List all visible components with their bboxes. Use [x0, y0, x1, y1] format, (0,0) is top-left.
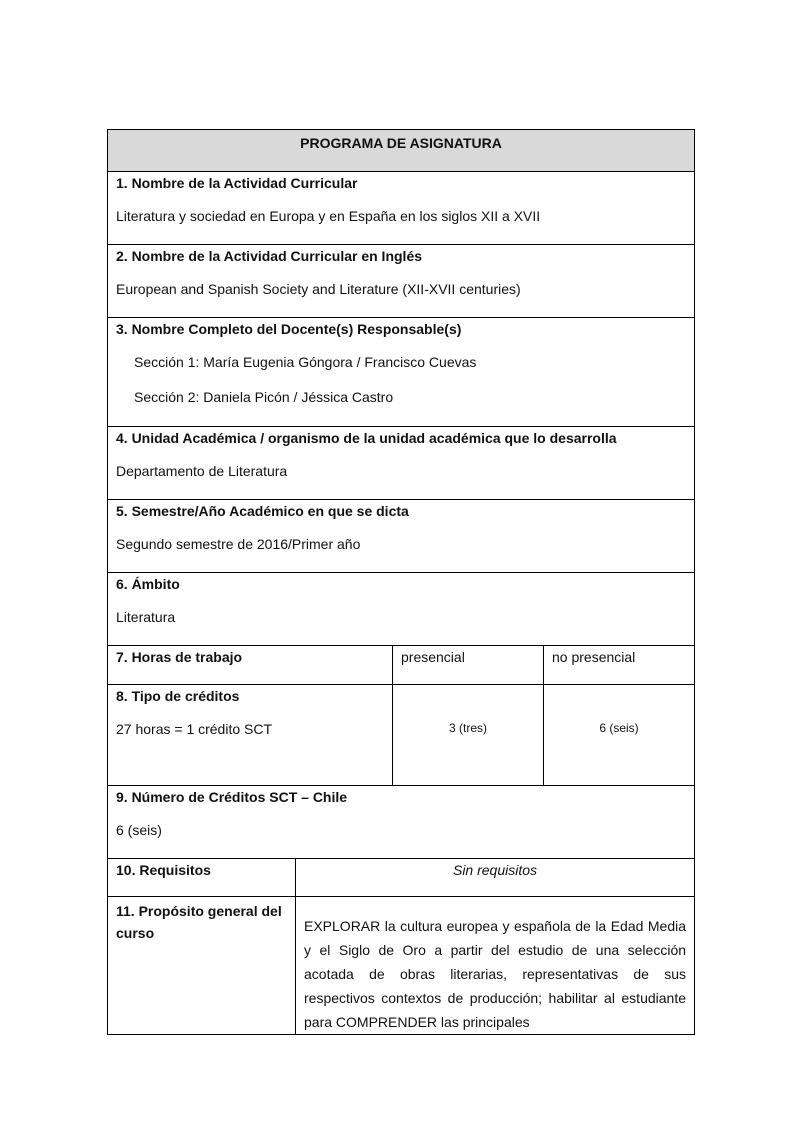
section-4-row [108, 427, 695, 500]
section-7-title: 7. Horas de trabajo [108, 646, 393, 685]
course-program-table [107, 129, 695, 1035]
section-2-title: 2. Nombre de la Actividad Curricular en Inglés [116, 248, 423, 264]
section-2-value: European and Spanish Society and Literature (XII-XVII centuries) [116, 281, 521, 297]
presencial-credits: 3 (tres) [393, 685, 544, 786]
section-7-row [108, 646, 695, 685]
section-9-row [108, 786, 695, 859]
section-8-row [108, 685, 695, 786]
section-10-title: 10. Requisitos [108, 859, 296, 897]
no-presencial-credits: 6 (seis) [544, 685, 695, 786]
section-5-title: 5. Semestre/Año Académico en que se dicta [116, 503, 409, 519]
document-title: PROGRAMA DE ASIGNATURA [108, 130, 695, 172]
section-1-title: 1. Nombre de la Actividad Curricular [116, 175, 358, 191]
section-3-line-2: Sección 2: Daniela Picón / Jéssica Castro [134, 389, 394, 405]
no-presencial-header: no presencial [544, 646, 695, 685]
section-11-title: 11. Propósito general del curso [108, 897, 296, 1035]
section-1-row [108, 172, 695, 245]
section-8-value: 27 horas = 1 crédito SCT [116, 721, 273, 737]
section-6-title: 6. Ámbito [116, 576, 180, 592]
section-10-row [108, 859, 695, 897]
section-3-title: 3. Nombre Completo del Docente(s) Responsable(s) [116, 321, 462, 337]
section-9-title: 9. Número de Créditos SCT – Chile [116, 789, 348, 805]
section-3-line-1: Sección 1: María Eugenia Góngora / Francisco Cuevas [134, 354, 477, 370]
section-2-row [108, 245, 695, 318]
section-6-value: Literatura [116, 609, 176, 625]
section-4-title: 4. Unidad Académica / organismo de la unidad académica que lo desarrolla [116, 430, 617, 446]
section-1-value: Literatura y sociedad en Europa y en España en los siglos XII a XVII [116, 208, 541, 224]
section-4-value: Departamento de Literatura [116, 463, 288, 479]
section-9-value: 6 (seis) [116, 822, 162, 838]
section-11-row [108, 897, 695, 1035]
section-5-row [108, 500, 695, 573]
header-row [108, 130, 695, 172]
section-10-value: Sin requisitos [296, 859, 695, 897]
presencial-header: presencial [393, 646, 544, 685]
section-8-title: 8. Tipo de créditos [116, 688, 240, 704]
section-3-row [108, 318, 695, 427]
section-11-value: EXPLORAR la cultura europea y española de la Edad Media y el Siglo de Oro a partir del estudio de una selección acotada de obras literarias, representativas de sus respectivos contextos de producción; habilitar al estudiante para COMPRENDER las principales [296, 897, 695, 1035]
section-6-row [108, 573, 695, 646]
section-5-value: Segundo semestre de 2016/Primer año [116, 536, 361, 552]
